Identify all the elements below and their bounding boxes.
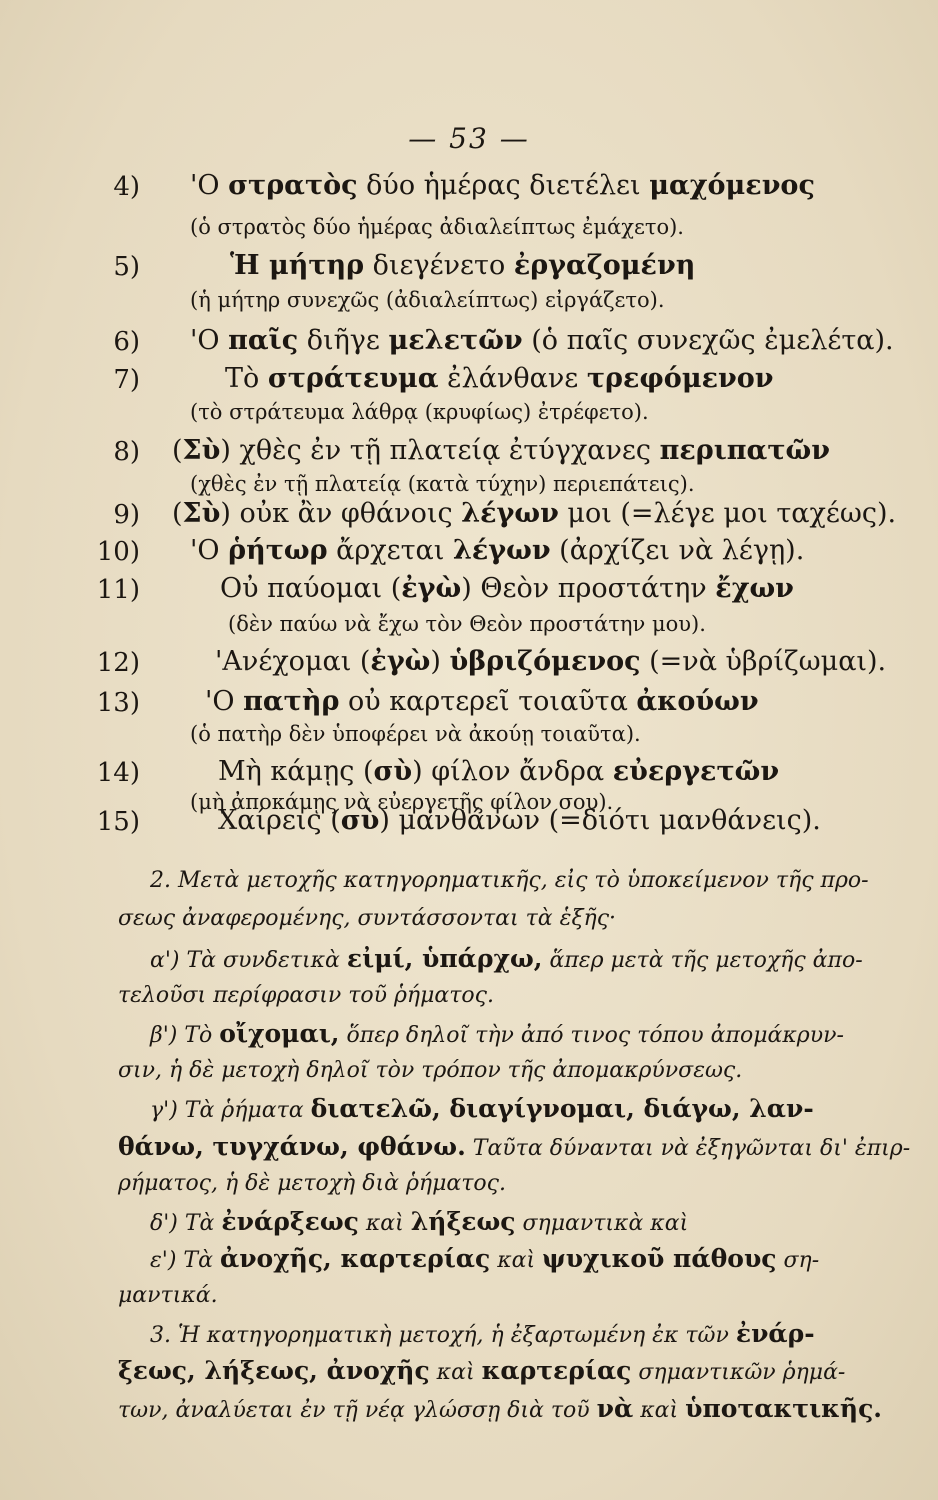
example-segment: Σὺ <box>182 435 221 466</box>
example-sentence <box>225 363 773 394</box>
rule-segment: ὑποτακτικῆς. <box>685 1394 882 1423</box>
example-segment: λέγων <box>452 535 551 566</box>
example-segment: δύο ἡμέρας διετέλει <box>357 170 650 201</box>
example-number: 15) <box>96 807 140 837</box>
example-segment: 'Ο <box>190 170 229 201</box>
example-segment: Οὐ παύομαι ( <box>220 573 402 604</box>
rule-text-line <box>118 1277 218 1315</box>
example-segment: Μὴ κάμῃς ( <box>218 756 374 787</box>
example-segment: ) <box>430 646 450 677</box>
example-segment: στρατὸς <box>228 170 358 201</box>
example-translation: (χθὲς ἐν τῇ πλατείᾳ (κατὰ τύχην) περιεπάτεις). <box>190 472 695 496</box>
example-translation: (τὸ στράτευμα λάθρᾳ (κρυφίως) ἐτρέφετο). <box>190 400 649 424</box>
rule-segment: ἐνάρ- <box>735 1319 815 1348</box>
rule-text-line <box>150 940 863 980</box>
rule-segment: σεως ἀναφερομένης, συντάσσονται τὰ ἑξῆς· <box>118 906 617 931</box>
example-segment: σὺ <box>340 805 380 836</box>
rule-segment: ἅπερ μετὰ τῆς μετοχῆς ἀπο- <box>542 948 863 973</box>
example-segment: ) φίλον ἄνδρα <box>412 756 613 787</box>
rule-segment: β') Τὸ <box>150 1023 220 1048</box>
rule-segment: μαντικά. <box>118 1283 218 1308</box>
rule-text-line <box>150 1240 819 1280</box>
rule-text-line <box>150 1090 814 1130</box>
rule-text-line <box>150 1203 688 1243</box>
example-number: 4) <box>113 172 140 202</box>
example-sentence <box>190 170 815 201</box>
example-segment: (ἀρχίζει νὰ λέγῃ). <box>550 535 805 566</box>
example-segment: (=νὰ ὑβρίζωμαι). <box>640 646 887 677</box>
example-translation: (μὴ ἀποκάμῃς νὰ εὐεργετῇς φίλον σου). <box>190 790 614 814</box>
example-segment: (ὁ παῖς συνεχῶς ἐμελέτα). <box>522 325 894 356</box>
example-segment: ( <box>172 498 183 529</box>
example-segment: μαχόμενος <box>649 170 815 201</box>
rule-segment: νὰ <box>596 1394 634 1423</box>
example-segment: ἀκούων <box>636 686 759 717</box>
rule-segment: διατελῶ, διαγίγνομαι, διάγω, λαν- <box>310 1094 814 1123</box>
rule-segment: σιν, ἡ δὲ μετοχὴ δηλοῖ τὸν τρόπον τῆς ἀπομακρύνσεως. <box>118 1058 743 1083</box>
example-sentence <box>218 805 821 836</box>
rule-segment: καὶ <box>490 1248 543 1273</box>
example-segment: διεγένετο <box>364 250 514 281</box>
example-segment: ) Θεὸν προστάτην <box>461 573 716 604</box>
example-number: 11) <box>96 575 140 605</box>
example-segment: τρεφόμενον <box>586 363 774 394</box>
example-number: 5) <box>113 252 140 282</box>
example-segment: οὐ καρτερεῖ τοιαῦτα <box>339 686 637 717</box>
example-sentence <box>172 435 830 466</box>
example-segment: ) μανθάνων (=διότι μανθάνεις). <box>379 805 821 836</box>
example-segment: 'Ο <box>205 686 244 717</box>
rule-segment: καὶ <box>429 1360 482 1385</box>
example-segment: στράτευμα <box>267 363 439 394</box>
example-segment: Σὺ <box>182 498 221 529</box>
example-sentence <box>230 250 695 281</box>
example-translation: (ὁ στρατὸς δύο ἡμέρας ἀδιαλείπτως ἐμάχετο). <box>190 215 684 239</box>
rule-text-line <box>150 1315 815 1355</box>
example-segment: ὑβριζόμενος <box>449 646 641 677</box>
rule-text-line <box>118 1128 910 1168</box>
example-number: 9) <box>113 500 140 530</box>
rule-segment: τελοῦσι περίφρασιν τοῦ ῥήματος. <box>118 983 494 1008</box>
rule-segment: ὅπερ δηλοῖ τὴν ἀπό τινος τόπου ἀπομάκρυν- <box>339 1023 844 1048</box>
example-segment: Ἡ μήτηρ <box>230 250 365 281</box>
example-segment: 'Ανέχομαι ( <box>215 646 371 677</box>
rule-segment: σημαντικῶν ῥημά- <box>631 1360 846 1385</box>
rule-text-line <box>150 862 869 900</box>
example-segment: ἐγὼ <box>370 646 431 677</box>
rule-segment: ρήματος, ἡ δὲ μετοχὴ διὰ ῥήματος. <box>118 1171 506 1196</box>
rule-segment: ση- <box>776 1248 820 1273</box>
rule-segment: εἰμί, ὑπάρχω, <box>346 944 543 973</box>
rule-segment: δ') Τὰ <box>150 1211 222 1236</box>
example-sentence <box>218 756 779 787</box>
example-number: 8) <box>113 437 140 467</box>
rule-segment: 2. Μετὰ μετοχῆς κατηγορηματικῆς, εἰς τὸ ὑποκείμενον τῆς προ- <box>150 868 869 893</box>
example-segment: ἔχων <box>715 573 794 604</box>
example-segment: ἐγὼ <box>401 573 462 604</box>
rule-segment: καρτερίας <box>481 1356 632 1385</box>
example-translation: (δὲν παύω νὰ ἔχω τὸν Θεὸν προστάτην μου). <box>228 612 706 636</box>
example-sentence <box>205 686 759 717</box>
rule-segment: καὶ <box>358 1211 411 1236</box>
example-segment: ῥήτωρ <box>228 535 328 566</box>
rule-segment: ψυχικοῦ πάθους <box>542 1244 777 1273</box>
page-number: — 53 — <box>408 122 530 155</box>
rule-text-line <box>118 1390 882 1430</box>
example-segment: ἐργαζομένη <box>513 250 696 281</box>
rule-segment: α') Τὰ συνδετικὰ <box>150 948 347 973</box>
example-segment: ) χθὲς ἐν τῇ πλατείᾳ ἐτύγχανες <box>220 435 660 466</box>
example-segment: ἐλάνθανε <box>438 363 587 394</box>
example-segment: λέγων <box>461 498 559 529</box>
example-sentence <box>190 535 804 566</box>
rule-text-line <box>150 1015 844 1055</box>
example-segment: μελετῶν <box>388 325 523 356</box>
example-segment: σὺ <box>373 756 413 787</box>
example-sentence <box>220 573 794 604</box>
example-number: 14) <box>96 758 140 788</box>
example-segment: μοι (=λέγε μοι ταχέως). <box>558 498 897 529</box>
rule-segment: Ταῦτα δύνανται νὰ ἐξηγῶνται δι' ἐπιρ- <box>465 1136 911 1161</box>
example-translation: (ὁ πατὴρ δὲν ὑποφέρει νὰ ἀκούῃ τοιαῦτα). <box>190 722 641 746</box>
rule-segment: καὶ <box>633 1398 686 1423</box>
rule-segment: σημαντικὰ καὶ <box>515 1211 689 1236</box>
example-segment: Τὸ <box>225 363 268 394</box>
rule-text-line <box>118 977 494 1015</box>
rule-segment: των, ἀναλύεται ἐν τῇ νέᾳ γλώσσῃ διὰ τοῦ <box>118 1398 597 1423</box>
example-translation: (ἡ μήτηρ συνεχῶς (ἀδιαλείπτως) εἰργάζετο). <box>190 288 665 312</box>
example-sentence <box>215 646 886 677</box>
example-sentence <box>190 325 894 356</box>
rule-segment: ε') Τὰ <box>150 1248 220 1273</box>
example-segment: Χαίρεις ( <box>218 805 341 836</box>
rule-segment: γ') Τὰ ῥήματα <box>150 1098 311 1123</box>
example-number: 7) <box>113 365 140 395</box>
example-segment: πατὴρ <box>243 686 340 717</box>
example-segment: 'Ο <box>190 325 229 356</box>
rule-text-line <box>118 900 616 938</box>
example-number: 13) <box>96 688 140 718</box>
example-segment: περιπατῶν <box>659 435 830 466</box>
rule-segment: ἐνάρξεως <box>221 1207 359 1236</box>
example-number: 10) <box>96 537 140 567</box>
rule-text-line <box>118 1352 845 1392</box>
example-segment: εὐεργετῶν <box>612 756 780 787</box>
rule-text-line <box>118 1052 742 1090</box>
example-segment: διῆγε <box>298 325 389 356</box>
example-segment: ) οὐκ ἂν φθάνοις <box>220 498 462 529</box>
rule-segment: θάνω, τυγχάνω, φθάνω. <box>118 1132 466 1161</box>
example-number: 12) <box>96 648 140 678</box>
rule-segment: 3. Ἡ κατηγορηματικὴ μετοχή, ἡ ἐξαρτωμένη ἐκ τῶν <box>150 1323 736 1348</box>
example-segment: 'Ο <box>190 535 229 566</box>
rule-segment: λήξεως <box>410 1207 516 1236</box>
rule-text-line <box>118 1165 506 1203</box>
example-number: 6) <box>113 327 140 357</box>
rule-segment: οἴχομαι, <box>219 1019 340 1048</box>
example-sentence <box>172 498 896 529</box>
example-segment: παῖς <box>228 325 299 356</box>
example-segment: ἄρχεται <box>327 535 453 566</box>
rule-segment: ἀνοχῆς, καρτερίας <box>219 1244 491 1273</box>
example-segment: ( <box>172 435 183 466</box>
rule-segment: ξεως, λήξεως, ἀνοχῆς <box>118 1356 430 1385</box>
